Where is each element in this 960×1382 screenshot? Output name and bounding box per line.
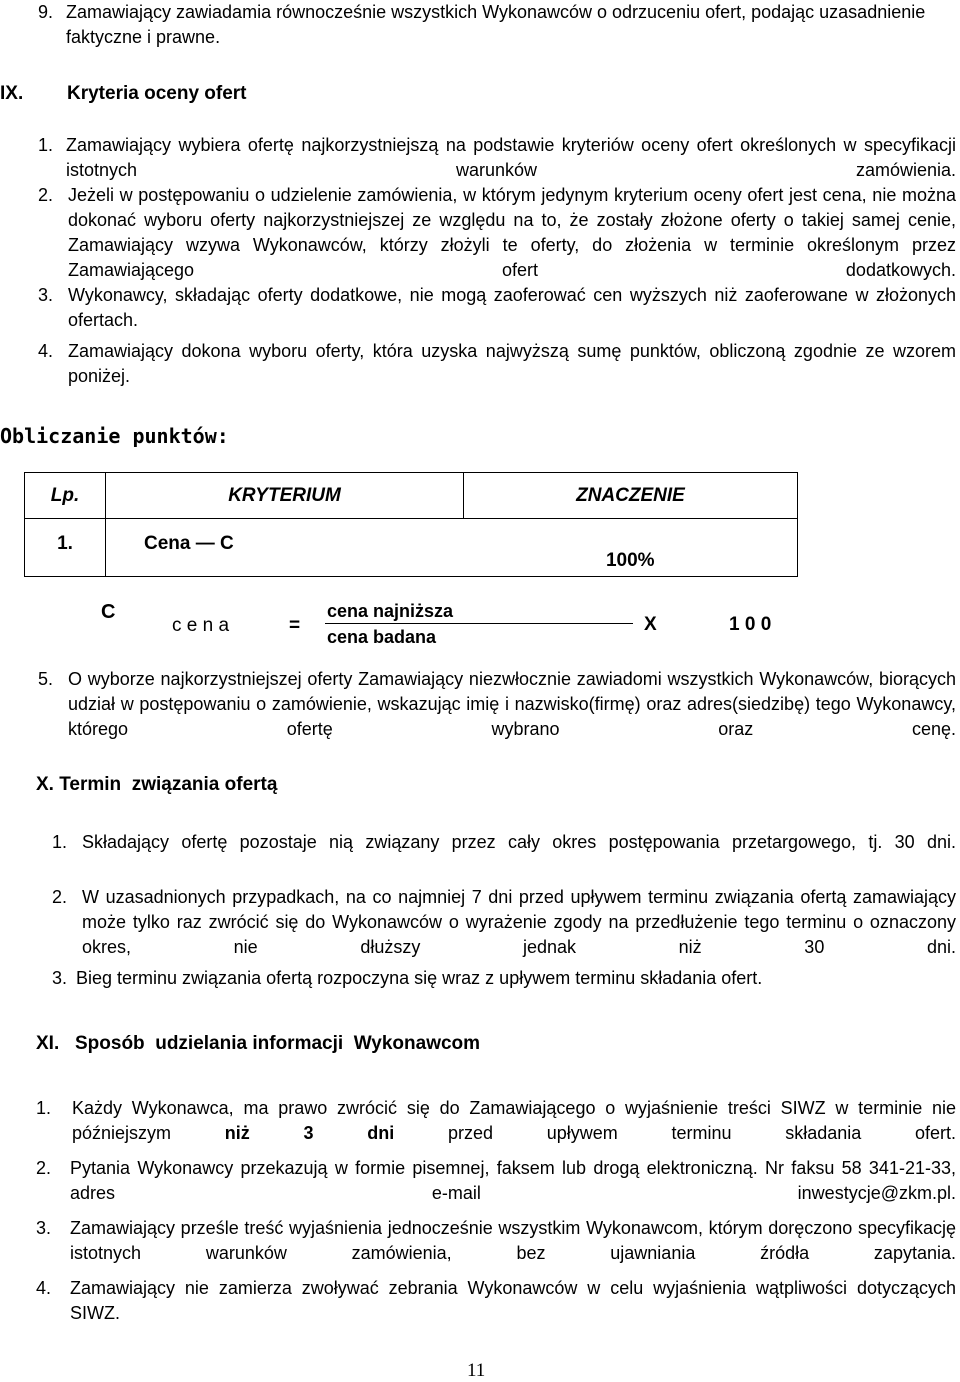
item-text: W uzasadnionych przypadkach, na co najmniej 7 dni przed upływem terminu związania ofertą zamawiający może tylko raz zwrócić się do Wykonawców o wyrażenie zgody na przedłużenie tego terminu o oznaczony okres, nie dłuższy jednak niż 30 dni.	[82, 887, 956, 957]
points-heading: Obliczanie punktów:	[0, 424, 229, 448]
item-text: Składający ofertę pozostaje nią związany przez cały okres postępowania przetargowego, tj. 30 dni.	[82, 832, 956, 852]
item-number: 2.	[36, 1158, 52, 1178]
header-cell: KRYTERIUM	[106, 473, 464, 519]
item-number: 4.	[38, 341, 54, 361]
item-text: Zamawiający dokona wyboru oferty, która uzyska najwyższą sumę punktów, obliczoną zgodnie ze wzorem poniżej.	[68, 341, 956, 386]
section-number: XI.	[36, 1033, 60, 1054]
formula-lhs: c e n a	[172, 615, 230, 636]
item-number: 2.	[38, 185, 54, 205]
section-heading	[36, 1033, 59, 1055]
section-heading: X. Termin związania ofertą	[36, 774, 278, 795]
formula-times: X	[644, 614, 657, 635]
item-number: 4.	[36, 1278, 52, 1298]
item-text: Wykonawcy, składając oferty dodatkowe, nie mogą zaoferować cen wyższych niż zaoferowane w złożonych ofertach.	[68, 285, 956, 330]
item-number: 1.	[38, 135, 54, 155]
section-title: Sposób udzielania informacji Wykonawcom	[75, 1033, 481, 1054]
section-heading	[0, 83, 23, 105]
section-number: IX.	[0, 83, 24, 104]
item-number: 3.	[36, 1218, 52, 1238]
item-number: 3.	[52, 968, 68, 988]
item-number: 1.	[36, 1098, 52, 1118]
item-text: Zamawiający wybiera ofertę najkorzystniejszą na podstawie kryteriów oceny ofert określonych w specyfikacji istotnych warunków zamówienia.	[66, 135, 956, 180]
fraction-bar	[325, 623, 633, 624]
item-text-before: Każdy Wykonawca, ma prawo zwrócić się do Zamawiającego o wyjaśnienie treści SIWZ w terminie nie późniejszym	[72, 1098, 956, 1143]
section-title: Kryteria oceny ofert	[67, 83, 247, 104]
list-item	[52, 966, 956, 991]
item-text-after: przed upływem terminu składania ofert.	[447, 1123, 956, 1143]
item-text: Zamawiający nie zamierza zwoływać zebrania Wykonawców w celu wyjaśnienia wątpliwości dotyczących SIWZ.	[70, 1278, 956, 1323]
table-row	[25, 519, 798, 577]
list-item	[38, 0, 956, 50]
formula-denominator: cena badana	[327, 627, 437, 647]
list-item	[36, 1276, 956, 1351]
item-number: 9.	[38, 2, 54, 22]
table-cell: 1.	[25, 519, 106, 577]
item-text-bold: niż 3 dni	[224, 1123, 395, 1143]
formula-numerator: cena najniższa	[327, 601, 454, 621]
header-cell: Lp.	[25, 473, 106, 519]
item-number: 2.	[52, 887, 68, 907]
table-header-row	[25, 473, 798, 519]
criteria-table	[24, 472, 798, 577]
formula-factor: 1 0 0	[729, 614, 772, 635]
item-number: 3.	[38, 285, 54, 305]
item-text: Zamawiający prześle treść wyjaśnienia jednocześnie wszystkim Wykonawcom, którym doręczono specyfikację istotnych warunków zamówienia, bez ujawniania źródła zapytania.	[70, 1218, 956, 1263]
list-item	[52, 830, 956, 880]
item-text: Jeżeli w postępowaniu o udzielenie zamówienia, w którym jedynym kryterium oceny ofert jest cena, nie można dokonać wyboru oferty najkorzystniejszej ze względu na to, że zostały złożone oferty o takiej samej cenie, Zamawiający wzywa Wykonawców, którzy złożyli te oferty, do złożenia w terminie określonym przez Zamawiającego ofert dodatkowych.	[68, 185, 956, 280]
page-number: 11	[467, 1360, 486, 1381]
table-cell: 100%	[464, 519, 798, 577]
item-text: Pytania Wykonawcy przekazują w formie pisemnej, faksem lub drogą elektroniczną. Nr faksu 58 341-21-33, adres e-mail inwestycje@zkm.pl.	[70, 1158, 956, 1203]
formula-equals: =	[289, 615, 301, 636]
list-item	[38, 667, 956, 767]
item-text: Zamawiający zawiadamia równocześnie wszystkich Wykonawców o odrzuceniu ofert, podając uzasadnienie faktyczne i prawne.	[66, 2, 926, 47]
item-number: 5.	[38, 669, 54, 689]
item-number: 1.	[52, 832, 68, 852]
item-text: Bieg terminu związania ofertą rozpoczyna się wraz z upływem terminu składania ofert.	[76, 968, 763, 988]
list-item	[38, 339, 956, 414]
table-cell: Cena — C	[106, 519, 464, 577]
header-cell: ZNACZENIE	[464, 473, 798, 519]
formula-symbol: C	[101, 601, 116, 623]
item-text: O wyborze najkorzystniejszej oferty Zamawiający niezwłocznie zawiadomi wszystkich Wykonawców, biorących udział w postępowaniu o zamówienie, wskazując imię i nazwisko(firmę) oraz adres(siedzibę) tego Wykonawcy, którego ofertę wybrano oraz cenę.	[68, 669, 956, 739]
